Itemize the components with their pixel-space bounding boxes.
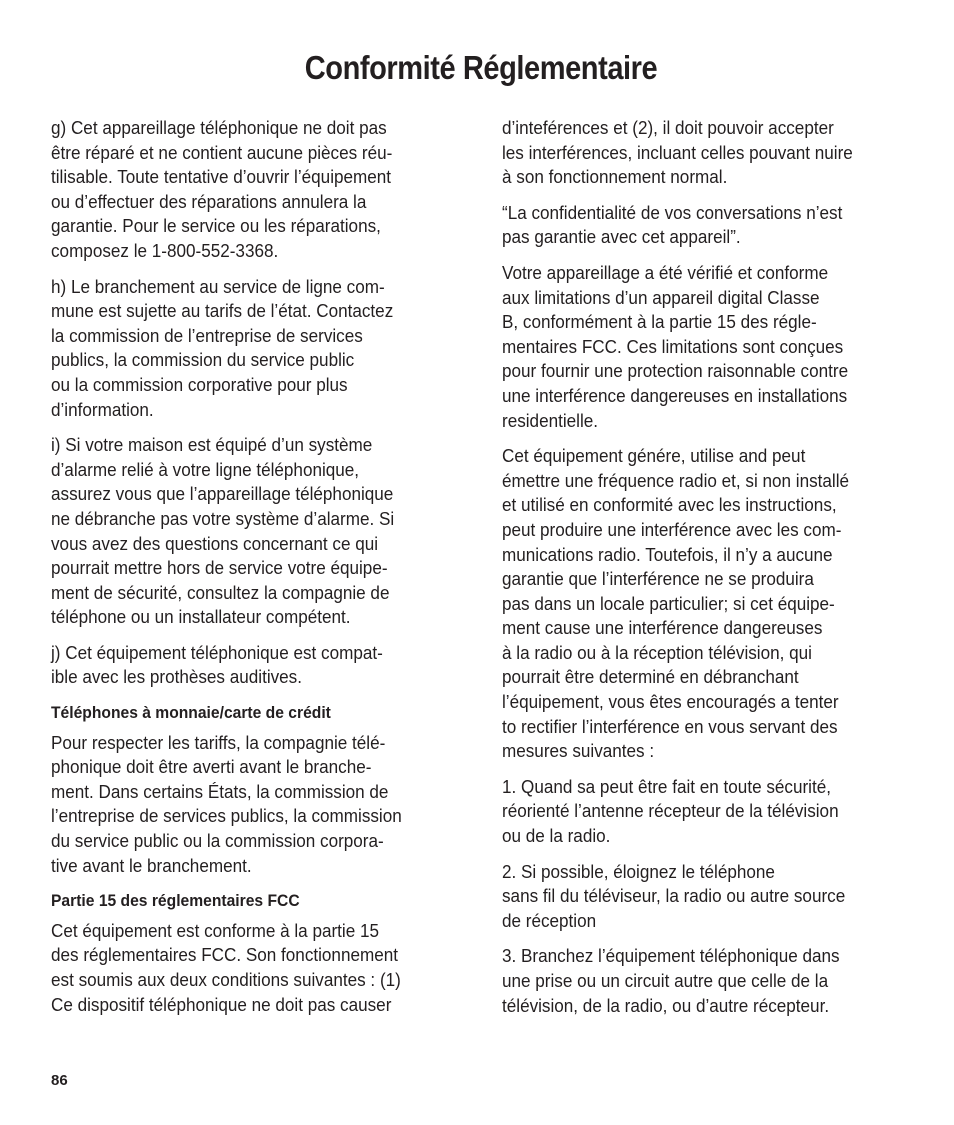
paragraph [502, 944, 914, 1018]
text-line: vous avez des questions concernant ce qui [51, 532, 379, 554]
text-line: l’équipement, vous êtes encouragés a tenter [502, 691, 839, 713]
paragraph [51, 275, 463, 423]
text-line: garantie que l’interférence ne se produira [502, 568, 814, 590]
text-line: ment cause une interférence dangereuses [502, 617, 823, 639]
text-line: et utilisé en conformité avec les instructions, [502, 494, 837, 516]
text-line: ible avec les prothèses auditives. [51, 666, 302, 688]
text-line: Pour respecter les tariffs, la compagnie télé- [51, 731, 386, 753]
paragraph [502, 775, 914, 849]
text-line: ou de la radio. [502, 825, 611, 847]
text-line: est soumis aux deux conditions suivantes : (1) [51, 969, 401, 990]
text-line: émettre une fréquence radio et, si non installé [502, 469, 850, 491]
text-line: 3. Branchez l’équipement téléphonique dans [502, 945, 840, 967]
left-column [51, 116, 463, 1028]
text-line: mesures suivantes : [502, 740, 655, 762]
text-line: mentaires FCC. Ces limitations sont conçues [502, 335, 844, 357]
paragraph [502, 444, 914, 764]
text-line: pas dans un locale particulier; si cet équipe- [502, 592, 835, 614]
text-line: “La confidentialité de vos conversations n’est [502, 201, 843, 223]
paragraph [51, 116, 463, 264]
text-line: de réception [502, 909, 597, 931]
text-line: du service public ou la commission corpora- [51, 830, 384, 852]
text-line: i) Si votre maison est équipé d’un système [51, 434, 373, 456]
text-line: ou d’effectuer des réparations annulera la [51, 190, 367, 212]
text-line: réorienté l’antenne récepteur de la télévision [502, 800, 839, 822]
page-number: 86 [51, 1072, 68, 1089]
text-line: être réparé et ne contient aucune pièces réu- [51, 141, 393, 163]
text-line: la commission de l’entreprise de services [51, 324, 363, 346]
paragraph [502, 860, 914, 934]
text-line: une prise ou un circuit autre que celle de la [502, 970, 829, 991]
text-line: 1. Quand sa peut être fait en toute sécurité, [502, 775, 831, 797]
paragraph [51, 433, 463, 630]
text-line: B, conformément à la partie 15 des régle- [502, 311, 817, 333]
text-line: garantie. Pour le service ou les réparations, [51, 215, 381, 237]
text-line: Téléphones à monnaie/carte de crédit [51, 703, 331, 723]
text-line: une interférence dangereuses en installations [502, 384, 848, 406]
text-line: composez le 1-800-552-3368. [51, 239, 279, 261]
text-line: residentielle. [502, 409, 599, 431]
text-line: g) Cet appareillage téléphonique ne doit pas [51, 117, 387, 138]
text-line: pas garantie avec cet appareil”. [502, 226, 741, 248]
text-line: télévision, de la radio, ou d’autre récepteur. [502, 994, 830, 1016]
text-line: téléphone ou un installateur compétent. [51, 606, 351, 628]
text-line: aux limitations d’un appareil digital Classe [502, 286, 820, 308]
text-line: pourrait être determiné en débranchant [502, 666, 799, 688]
text-line: ment de sécurité, consultez la compagnie de [51, 581, 390, 603]
text-line: des réglementaires FCC. Son fonctionnement [51, 944, 399, 966]
right-column [502, 116, 914, 1029]
text-line: Votre appareillage a été vérifié et conforme [502, 261, 829, 283]
section-heading [51, 889, 463, 914]
text-line: ne débranche pas votre système d’alarme. Si [51, 507, 395, 529]
text-line: h) Le branchement au service de ligne com- [51, 275, 385, 297]
text-line: peut produire une interférence avec les com- [502, 518, 842, 540]
text-line: sans fil du téléviseur, la radio ou autre source [502, 885, 846, 907]
text-line: munications radio. Toutefois, il n’y a aucune [502, 543, 833, 565]
text-line: d’alarme relié à votre ligne téléphonique, [51, 458, 360, 480]
text-line: tive avant le branchement. [51, 854, 252, 876]
text-line: d’information. [51, 398, 154, 420]
section-heading [51, 701, 463, 726]
text-line: à son fonctionnement normal. [502, 166, 728, 188]
paragraph [502, 261, 914, 433]
text-line: 2. Si possible, éloignez le téléphone [502, 860, 775, 882]
text-line: j) Cet équipement téléphonique est compat- [51, 641, 383, 663]
text-line: publics, la commission du service public [51, 349, 355, 371]
text-line: pour fournir une protection raisonnable contre [502, 360, 849, 382]
text-line: pourrait mettre hors de service votre équipe- [51, 557, 388, 579]
text-line: ou la commission corporative pour plus [51, 373, 348, 395]
paragraph [51, 919, 463, 1017]
text-line: mune est sujette au tarifs de l’état. Contactez [51, 300, 394, 322]
text-line: to rectifier l’interférence en vous servant des [502, 715, 838, 737]
text-line: Cet équipement génére, utilise and peut [502, 445, 806, 467]
text-line: l’entreprise de services publics, la commission [51, 805, 402, 827]
page-title: Conformité Réglementaire [304, 49, 658, 86]
text-line: à la radio ou à la réception télévision, qui [502, 641, 812, 663]
text-line: Ce dispositif téléphonique ne doit pas causer [51, 993, 392, 1015]
paragraph [51, 641, 463, 690]
text-line: les interférences, incluant celles pouvant nuire [502, 141, 853, 163]
text-line: tilisable. Toute tentative d’ouvrir l’équipement [51, 166, 392, 188]
paragraph [502, 116, 914, 190]
text-line: d’inteférences et (2), il doit pouvoir accepter [502, 117, 834, 138]
text-line: assurez vous que l’appareillage téléphonique [51, 483, 394, 505]
text-line: ment. Dans certains États, la commission de [51, 780, 389, 802]
text-line: Cet équipement est conforme à la partie 15 [51, 919, 380, 941]
paragraph [502, 201, 914, 250]
text-line: Partie 15 des réglementaires FCC [51, 891, 300, 911]
paragraph [51, 731, 463, 879]
text-line: phonique doit être averti avant le branche- [51, 756, 372, 778]
